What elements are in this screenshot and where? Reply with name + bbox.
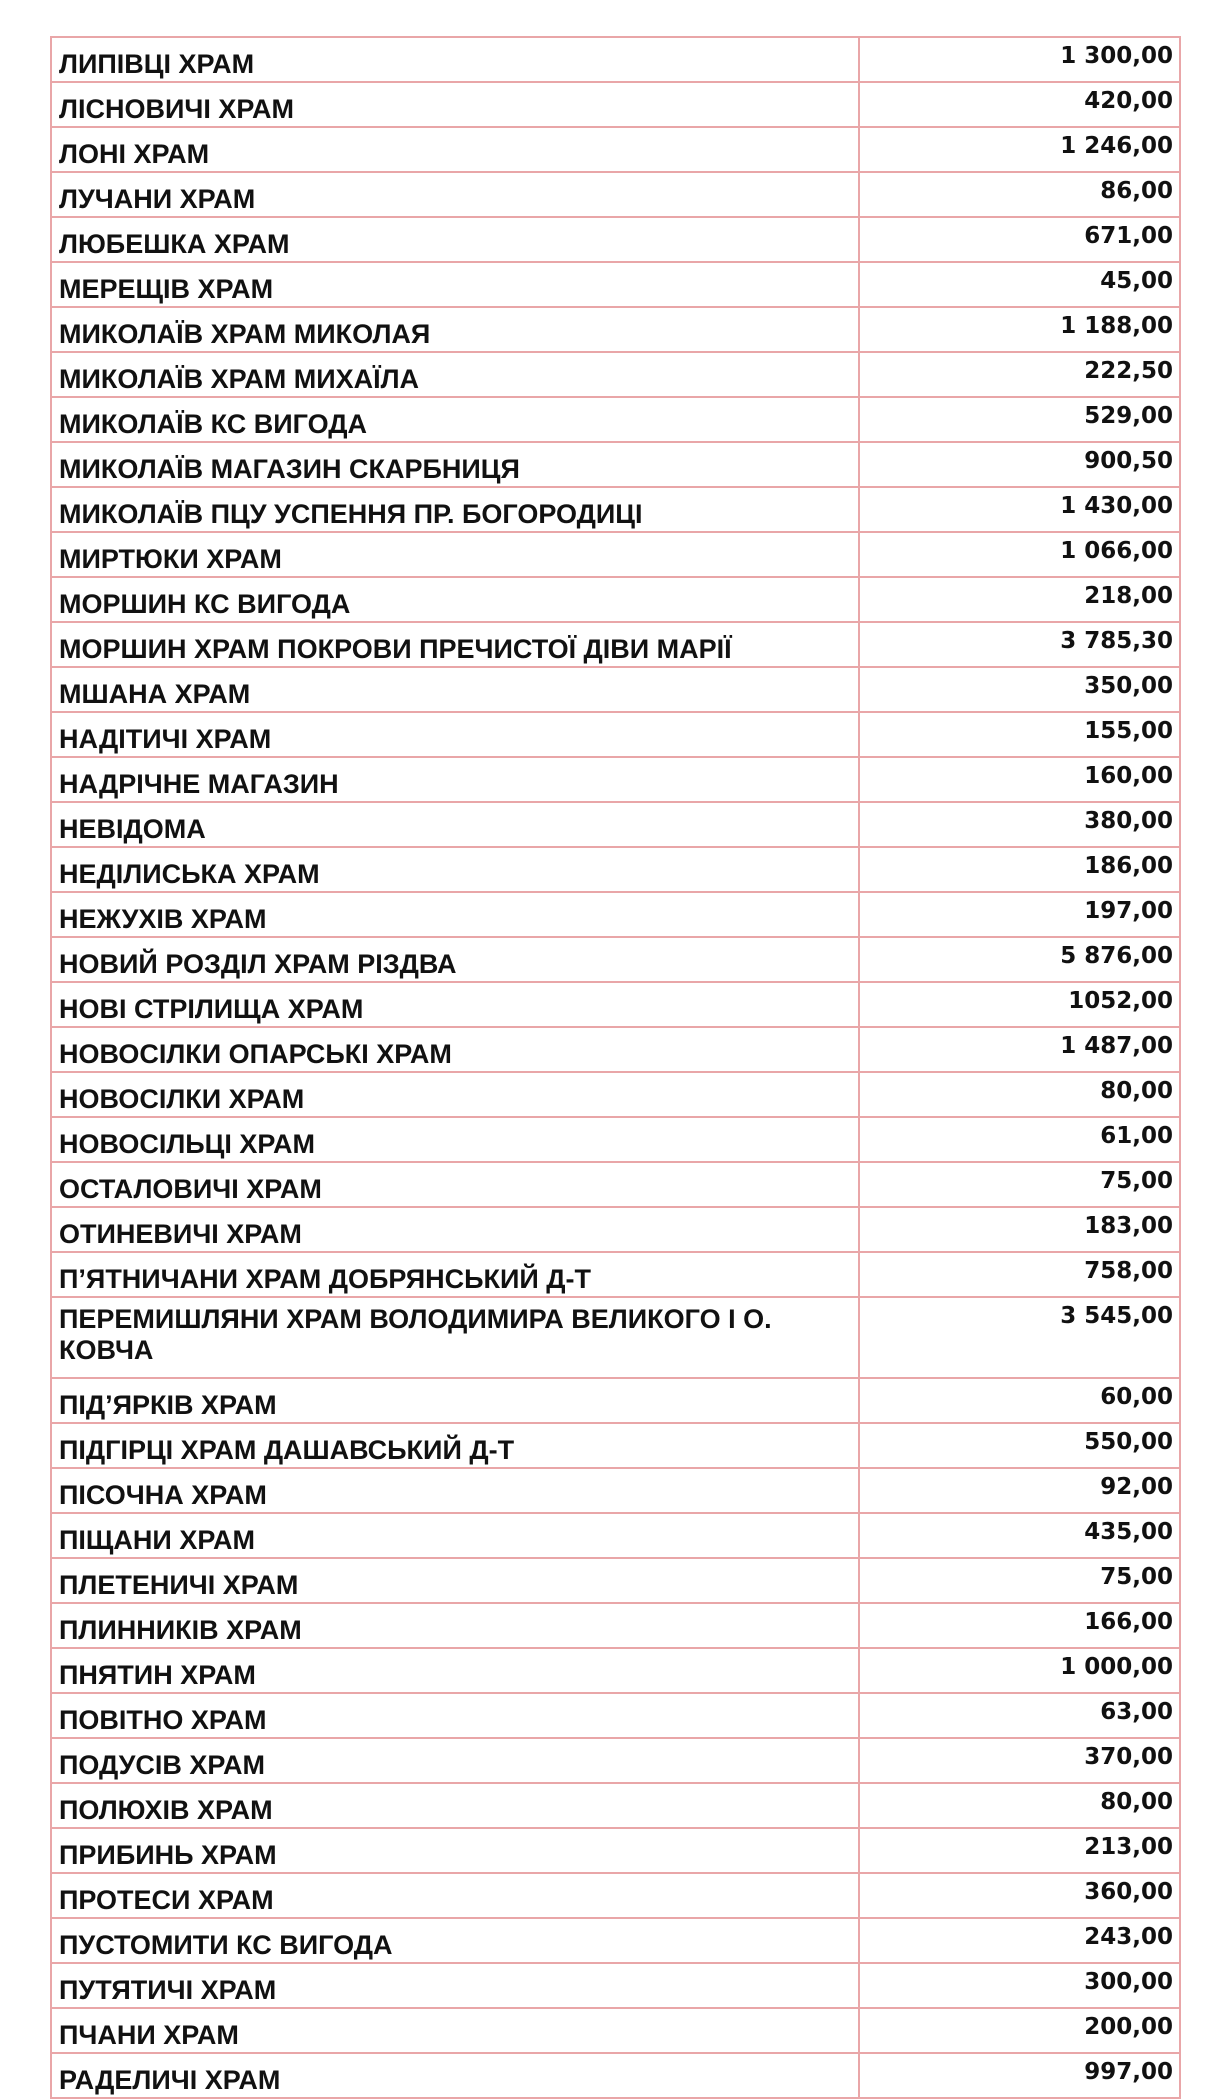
table-row (51, 1693, 1180, 1738)
amount-cell: 1 246,00 (859, 127, 1180, 172)
location-name-cell: МИКОЛАЇВ МАГАЗИН СКАРБНИЦЯ (51, 442, 859, 487)
table-row (51, 982, 1180, 1027)
amount-cell: 166,00 (859, 1603, 1180, 1648)
location-name-cell: МОРШИН ХРАМ ПОКРОВИ ПРЕЧИСТОЇ ДІВИ МАРІЇ (51, 622, 859, 667)
location-name-cell: МИКОЛАЇВ ХРАМ МИХАЇЛА (51, 352, 859, 397)
location-name-cell: НЕЖУХІВ ХРАМ (51, 892, 859, 937)
location-name-cell: ПУТЯТИЧІ ХРАМ (51, 1963, 859, 2008)
amount-cell: 900,50 (859, 442, 1180, 487)
location-name-cell: ЛИПІВЦІ ХРАМ (51, 37, 859, 82)
amount-cell: 435,00 (859, 1513, 1180, 1558)
location-name-cell: НОВИЙ РОЗДІЛ ХРАМ РІЗДВА (51, 937, 859, 982)
table-row (51, 1027, 1180, 1072)
table-row (51, 127, 1180, 172)
amount-cell: 380,00 (859, 802, 1180, 847)
amount-cell: 3 545,00 (859, 1297, 1180, 1378)
location-name-cell: МИКОЛАЇВ ХРАМ МИКОЛАЯ (51, 307, 859, 352)
location-name-cell: НАДІТИЧІ ХРАМ (51, 712, 859, 757)
location-name-cell: ПОВІТНО ХРАМ (51, 1693, 859, 1738)
table-row (51, 532, 1180, 577)
amount-cell: 1 300,00 (859, 37, 1180, 82)
location-name-cell: РАДЕЛИЧІ ХРАМ (51, 2053, 859, 2098)
location-name-cell: ПЕРЕМИШЛЯНИ ХРАМ ВОЛОДИМИРА ВЕЛИКОГО І О. КОВЧА (51, 1297, 859, 1378)
amount-cell: 197,00 (859, 892, 1180, 937)
amount-cell: 550,00 (859, 1423, 1180, 1468)
amount-cell: 222,50 (859, 352, 1180, 397)
amount-cell: 63,00 (859, 1693, 1180, 1738)
amount-cell: 1 066,00 (859, 532, 1180, 577)
table-row (51, 262, 1180, 307)
location-name-cell: МИКОЛАЇВ КС ВИГОДА (51, 397, 859, 442)
location-name-cell: П’ЯТНИЧАНИ ХРАМ ДОБРЯНСЬКИЙ Д-Т (51, 1252, 859, 1297)
table-row (51, 577, 1180, 622)
table-row (51, 712, 1180, 757)
table-row (51, 487, 1180, 532)
table-row (51, 1162, 1180, 1207)
table-row (51, 1603, 1180, 1648)
table-row (51, 1297, 1180, 1378)
amount-cell: 186,00 (859, 847, 1180, 892)
location-name-cell: ЛЮБЕШКА ХРАМ (51, 217, 859, 262)
amount-cell: 1 487,00 (859, 1027, 1180, 1072)
amount-cell: 80,00 (859, 1783, 1180, 1828)
table-row (51, 1963, 1180, 2008)
amount-cell: 75,00 (859, 1162, 1180, 1207)
amount-cell: 60,00 (859, 1378, 1180, 1423)
location-name-cell: ПІЩАНИ ХРАМ (51, 1513, 859, 1558)
location-name-cell: НОВОСІЛКИ ОПАРСЬКІ ХРАМ (51, 1027, 859, 1072)
location-name-cell: МИКОЛАЇВ ПЦУ УСПЕННЯ ПР. БОГОРОДИЦІ (51, 487, 859, 532)
table-row (51, 1207, 1180, 1252)
amount-cell: 5 876,00 (859, 937, 1180, 982)
location-name-cell: ПОДУСІВ ХРАМ (51, 1738, 859, 1783)
table-row (51, 622, 1180, 667)
amount-cell: 997,00 (859, 2053, 1180, 2098)
table-row (51, 82, 1180, 127)
location-name-cell: ПЛИННИКІВ ХРАМ (51, 1603, 859, 1648)
table-row (51, 1828, 1180, 1873)
amount-cell: 1 430,00 (859, 487, 1180, 532)
donations-table (50, 36, 1181, 2099)
amount-cell: 213,00 (859, 1828, 1180, 1873)
table-row (51, 1072, 1180, 1117)
table-row (51, 1918, 1180, 1963)
table-row (51, 172, 1180, 217)
location-name-cell: ПНЯТИН ХРАМ (51, 1648, 859, 1693)
amount-cell: 61,00 (859, 1117, 1180, 1162)
amount-cell: 350,00 (859, 667, 1180, 712)
amount-cell: 758,00 (859, 1252, 1180, 1297)
location-name-cell: МШАНА ХРАМ (51, 667, 859, 712)
amount-cell: 529,00 (859, 397, 1180, 442)
table-row (51, 442, 1180, 487)
table-row (51, 1783, 1180, 1828)
amount-cell: 420,00 (859, 82, 1180, 127)
location-name-cell: ОТИНЕВИЧІ ХРАМ (51, 1207, 859, 1252)
location-name-cell: ЛІСНОВИЧІ ХРАМ (51, 82, 859, 127)
table-row (51, 1513, 1180, 1558)
location-name-cell: ПЛЕТЕНИЧІ ХРАМ (51, 1558, 859, 1603)
location-name-cell: ПУСТОМИТИ КС ВИГОДА (51, 1918, 859, 1963)
table-row (51, 307, 1180, 352)
table-row (51, 1738, 1180, 1783)
ledger-sheet (50, 36, 1181, 2099)
table-row (51, 352, 1180, 397)
location-name-cell: НОВІ СТРІЛИЩА ХРАМ (51, 982, 859, 1027)
amount-cell: 360,00 (859, 1873, 1180, 1918)
location-name-cell: ЛОНІ ХРАМ (51, 127, 859, 172)
table-row (51, 1378, 1180, 1423)
location-name-cell: ПРИБИНЬ ХРАМ (51, 1828, 859, 1873)
amount-cell: 200,00 (859, 2008, 1180, 2053)
table-row (51, 1117, 1180, 1162)
amount-cell: 1 000,00 (859, 1648, 1180, 1693)
amount-cell: 1 188,00 (859, 307, 1180, 352)
amount-cell: 1052,00 (859, 982, 1180, 1027)
table-row (51, 937, 1180, 982)
table-row (51, 2008, 1180, 2053)
location-name-cell: ПЧАНИ ХРАМ (51, 2008, 859, 2053)
location-name-cell: ПІДГІРЦІ ХРАМ ДАШАВСЬКИЙ Д-Т (51, 1423, 859, 1468)
amount-cell: 86,00 (859, 172, 1180, 217)
location-name-cell: ОСТАЛОВИЧІ ХРАМ (51, 1162, 859, 1207)
amount-cell: 370,00 (859, 1738, 1180, 1783)
table-row (51, 1252, 1180, 1297)
location-name-cell: МИРТЮКИ ХРАМ (51, 532, 859, 577)
table-row (51, 1648, 1180, 1693)
amount-cell: 3 785,30 (859, 622, 1180, 667)
amount-cell: 75,00 (859, 1558, 1180, 1603)
amount-cell: 155,00 (859, 712, 1180, 757)
amount-cell: 243,00 (859, 1918, 1180, 1963)
table-row (51, 892, 1180, 937)
table-row (51, 757, 1180, 802)
location-name-cell: НЕВІДОМА (51, 802, 859, 847)
table-row (51, 1558, 1180, 1603)
location-name-cell: ПІД’ЯРКІВ ХРАМ (51, 1378, 859, 1423)
amount-cell: 218,00 (859, 577, 1180, 622)
location-name-cell: ПІСОЧНА ХРАМ (51, 1468, 859, 1513)
location-name-cell: ПРОТЕСИ ХРАМ (51, 1873, 859, 1918)
amount-cell: 183,00 (859, 1207, 1180, 1252)
amount-cell: 92,00 (859, 1468, 1180, 1513)
table-row (51, 397, 1180, 442)
location-name-cell: НОВОСІЛЬЦІ ХРАМ (51, 1117, 859, 1162)
table-row (51, 37, 1180, 82)
donations-table-body (51, 37, 1180, 2098)
table-row (51, 1423, 1180, 1468)
table-row (51, 847, 1180, 892)
location-name-cell: ЛУЧАНИ ХРАМ (51, 172, 859, 217)
amount-cell: 300,00 (859, 1963, 1180, 2008)
amount-cell: 160,00 (859, 757, 1180, 802)
table-row (51, 2053, 1180, 2098)
amount-cell: 80,00 (859, 1072, 1180, 1117)
amount-cell: 671,00 (859, 217, 1180, 262)
table-row (51, 1468, 1180, 1513)
location-name-cell: МОРШИН КС ВИГОДА (51, 577, 859, 622)
location-name-cell: НЕДІЛИСЬКА ХРАМ (51, 847, 859, 892)
location-name-cell: ПОЛЮХІВ ХРАМ (51, 1783, 859, 1828)
table-row (51, 1873, 1180, 1918)
table-row (51, 667, 1180, 712)
table-row (51, 217, 1180, 262)
location-name-cell: МЕРЕЩІВ ХРАМ (51, 262, 859, 307)
location-name-cell: НОВОСІЛКИ ХРАМ (51, 1072, 859, 1117)
amount-cell: 45,00 (859, 262, 1180, 307)
table-row (51, 802, 1180, 847)
location-name-cell: НАДРІЧНЕ МАГАЗИН (51, 757, 859, 802)
